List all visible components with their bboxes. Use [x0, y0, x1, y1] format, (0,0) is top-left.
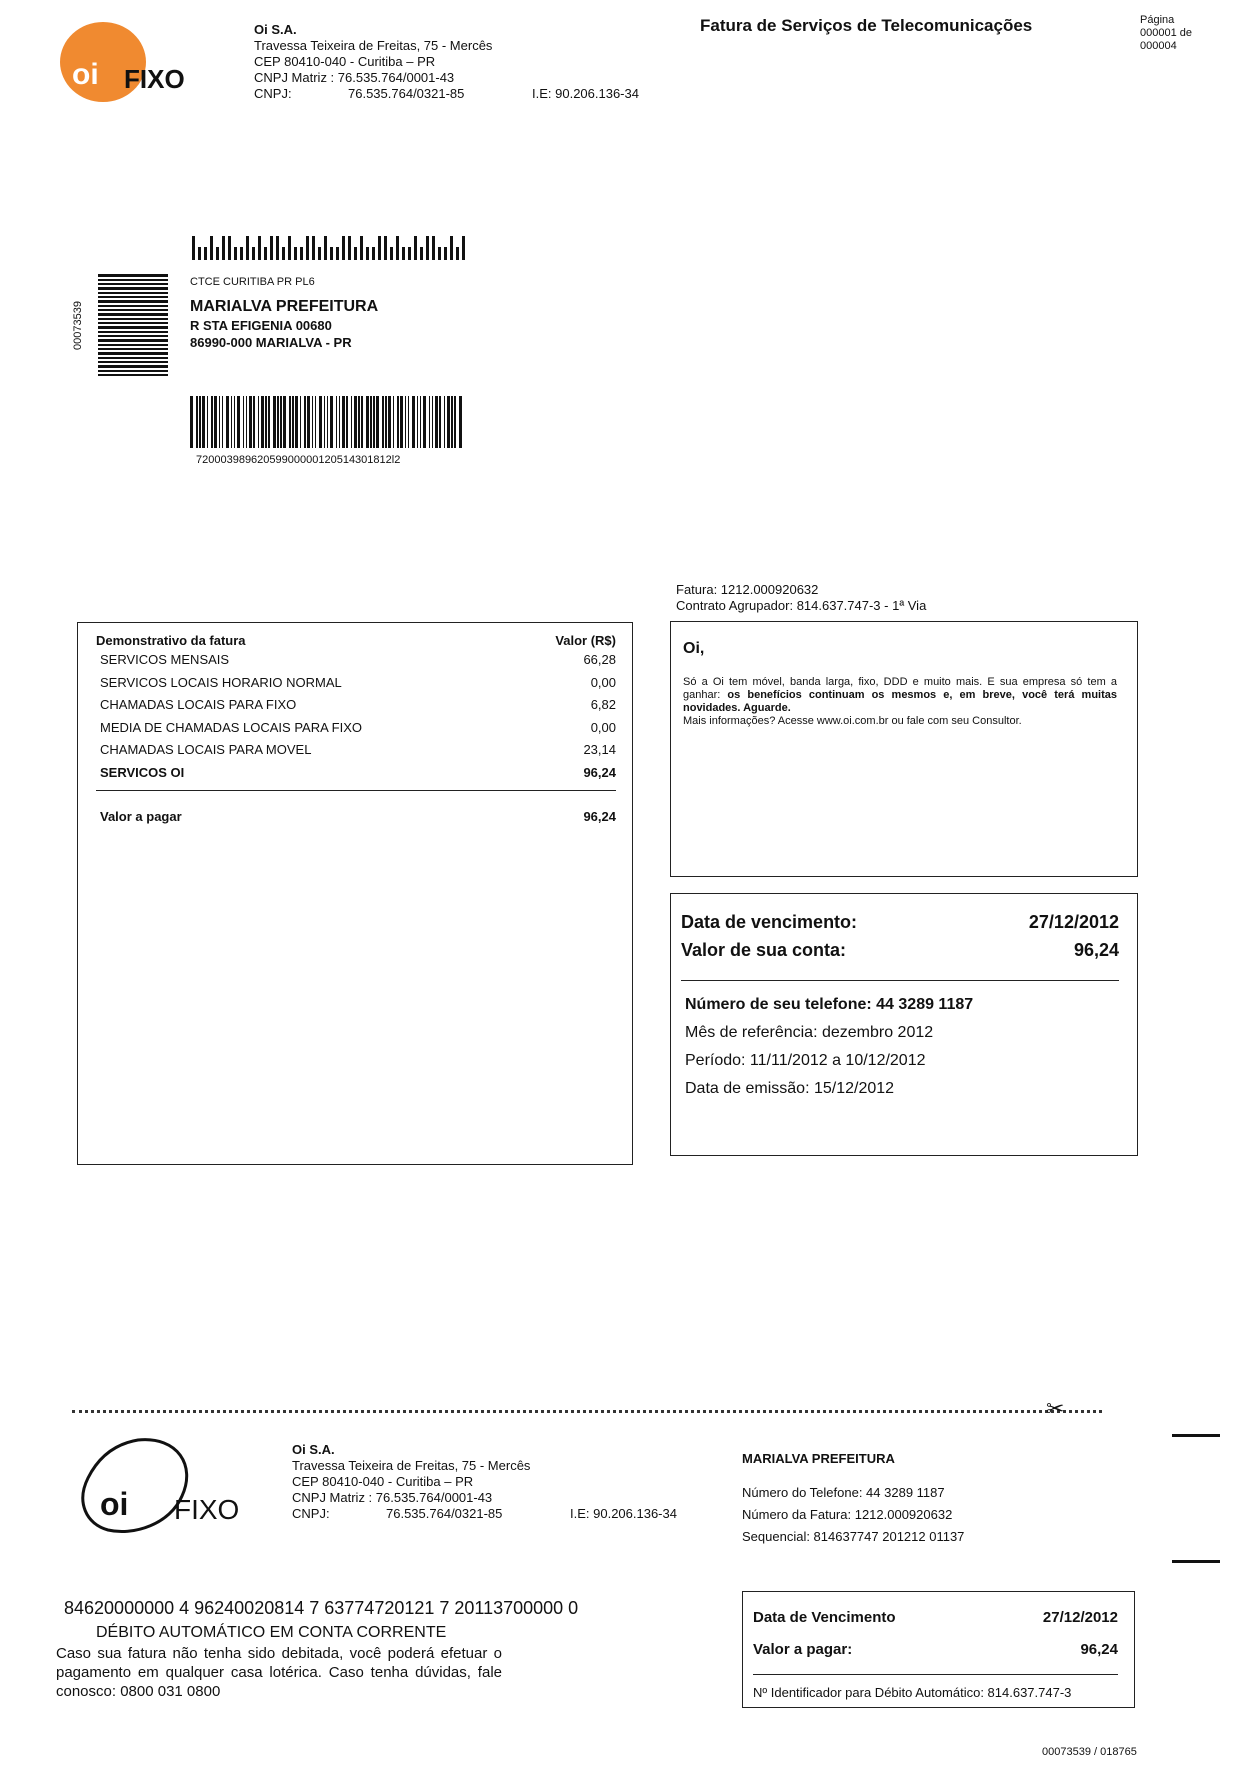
- barcode-bar: [346, 396, 348, 448]
- statement-row-value: 0,00: [590, 674, 616, 690]
- barcode-bar: [98, 331, 168, 333]
- company-cep: CEP 80410-040 - Curitiba – PR: [254, 54, 436, 69]
- barcode-bar: [190, 396, 193, 448]
- barcode-bar: [354, 247, 357, 260]
- barcode-bar: [211, 396, 213, 448]
- customer-city: 86990-000 MARIALVA - PR: [190, 335, 352, 350]
- barcode-bar: [388, 396, 391, 448]
- barcode-bar: [342, 396, 345, 448]
- cut-line: [72, 1410, 1102, 1413]
- message-greeting: Oi,: [683, 640, 705, 657]
- barcode-bar: [360, 236, 363, 260]
- message-box: [670, 621, 1138, 877]
- stub-customer: MARIALVA PREFEITURA: [742, 1451, 895, 1466]
- stub-company-info: [292, 1442, 677, 1522]
- barcode-bar: [370, 396, 372, 448]
- reference-month: Mês de referência: dezembro 2012: [685, 1024, 934, 1041]
- barcode-bar: [234, 396, 236, 448]
- barcode-bar: [393, 396, 395, 448]
- barcode-bar: [243, 396, 245, 448]
- barcode-bar: [222, 396, 224, 448]
- barcode-bar: [336, 396, 338, 448]
- margin-mark: [1172, 1434, 1220, 1437]
- barcode-bar: [366, 247, 369, 260]
- barcode-bar: [261, 396, 264, 448]
- barcode-bar: [98, 365, 168, 368]
- page-counter: [1140, 14, 1192, 53]
- barcode-bar: [216, 247, 219, 260]
- barcode-bar: [98, 344, 168, 346]
- barcode-bar: [264, 247, 267, 260]
- barcode-bar: [258, 396, 260, 448]
- barcode-bar: [444, 247, 447, 260]
- barcode-bar: [336, 247, 339, 260]
- stub-sequence: Sequencial: 814637747 201212 01137: [742, 1529, 965, 1544]
- barcode-bar: [330, 247, 333, 260]
- stub-due: [753, 1602, 1118, 1634]
- barcode-bar: [366, 396, 369, 448]
- barcode-bar: [198, 247, 201, 260]
- barcode-bar: [98, 361, 168, 363]
- barcode-bar: [98, 305, 168, 307]
- customer-name: MARIALVA PREFEITURA: [190, 298, 379, 315]
- barcode-bar: [98, 326, 168, 329]
- barcode-bar: [330, 396, 333, 448]
- barcode-bar: [438, 247, 441, 260]
- barcode-bar: [420, 396, 422, 448]
- barcode-bar: [312, 396, 314, 448]
- barcode-bar: [207, 396, 209, 448]
- barcode-bar: [432, 236, 435, 260]
- barcode-bar: [98, 370, 168, 372]
- barcode-bar: [214, 396, 217, 448]
- message-line1: Só a Oi tem móvel, banda larga, fixo, DDD e muito mais. E sua empresa só tem a ganhar:: [683, 676, 1117, 701]
- barcode-bar: [354, 396, 357, 448]
- stub-cnpj-label: CNPJ:: [292, 1506, 330, 1521]
- stub-company-address: Travessa Teixeira de Freitas, 75 - Mercês: [292, 1458, 531, 1473]
- message-body: [683, 676, 1117, 715]
- barcode-bar: [339, 396, 341, 448]
- barcode-bar: [414, 236, 417, 260]
- barcode-bar: [283, 396, 286, 448]
- barcode-bar: [390, 247, 393, 260]
- company-name: Oi S.A.: [254, 22, 297, 37]
- barcode-bar: [435, 396, 438, 448]
- barcode-bar: [234, 247, 237, 260]
- barcode-bar: [276, 236, 279, 260]
- payment-code-line: 84620000000 4 96240020814 7 63774720121 7 20113700000 0: [64, 1598, 579, 1618]
- barcode-bar: [312, 236, 315, 260]
- company-cnpj-label: CNPJ:: [254, 86, 292, 101]
- summary-due: [681, 908, 1119, 936]
- due-label: Data de vencimento:: [681, 912, 858, 932]
- statement-subtotal: [100, 762, 616, 785]
- barcode-bar: [459, 396, 462, 448]
- statement-row: [100, 717, 616, 740]
- phone-number: Número de seu telefone: 44 3289 1187: [685, 996, 974, 1013]
- debit-text: Caso sua fatura não tenha sido debitada, você poderá efetuar o pagamento em qualquer casa lotérica. Caso tenha dúvidas, fale conosco: 0800 031 0800: [56, 1645, 502, 1700]
- barcode-bar: [319, 396, 322, 448]
- barcode-bar: [351, 396, 353, 448]
- barcode-bar: [273, 396, 276, 448]
- barcode-bar: [327, 396, 329, 448]
- divider: [96, 790, 616, 791]
- barcode-bar: [295, 396, 298, 448]
- barcode-bar: [400, 396, 403, 448]
- barcode-bar: [258, 236, 261, 260]
- statement-row: [100, 672, 616, 695]
- side-code-text: 00073539: [72, 301, 84, 350]
- statement-row: [100, 739, 616, 762]
- barcode-bar: [228, 236, 231, 260]
- barcode-bar: [304, 396, 306, 448]
- barcode-bar: [196, 396, 198, 448]
- invoice-number: Fatura: 1212.000920632: [676, 582, 819, 597]
- barcode-bar: [288, 236, 291, 260]
- statement-row-label: SERVICOS LOCAIS HORARIO NORMAL: [100, 674, 342, 690]
- barcode-bar: [454, 396, 456, 448]
- statement-row-label: CHAMADAS LOCAIS PARA MOVEL: [100, 742, 312, 758]
- barcode-bar: [202, 396, 205, 448]
- barcode-bar: [98, 283, 168, 285]
- page-number: 000001 de: [1140, 27, 1192, 39]
- barcode-bar: [282, 247, 285, 260]
- barcode-bar: [237, 396, 240, 448]
- barcode-bar: [348, 236, 351, 260]
- barcode-bar: [358, 396, 360, 448]
- barcode-bar: [382, 396, 384, 448]
- stub-payment-box: [742, 1591, 1135, 1708]
- page-label: Página: [1140, 14, 1175, 26]
- stub-logo-oi: oi: [100, 1486, 129, 1522]
- barcode-bar: [342, 236, 345, 260]
- barcode-bar: [412, 396, 415, 448]
- barcode-bar: [98, 274, 168, 277]
- barcode-bar: [300, 247, 303, 260]
- customer-street: R STA EFIGENIA 00680: [190, 318, 332, 333]
- stub-customer-info: [742, 1448, 964, 1548]
- mail-route: CTCE CURITIBA PR PL6: [190, 276, 315, 288]
- statement-value-header: Valor (R$): [555, 633, 616, 648]
- company-cnpj-matriz: CNPJ Matriz : 76.535.764/0001-43: [254, 70, 455, 85]
- stub-invoice: Número da Fatura: 1212.000920632: [742, 1507, 953, 1522]
- barcode-bar: [307, 396, 310, 448]
- message-line2: Mais informações? Acesse www.oi.com.br ou fale com seu Consultor.: [683, 715, 1022, 727]
- barcode-bar: [439, 396, 441, 448]
- statement-row: [100, 694, 616, 717]
- stub-amount-label: Valor a pagar:: [753, 1641, 853, 1658]
- barcode-bar: [324, 236, 327, 260]
- barcode-bar: [420, 247, 423, 260]
- barcode-bar: [265, 396, 267, 448]
- company-cnpj-value: 76.535.764/0321-85: [348, 86, 465, 101]
- stub-company-cnpj-matriz: CNPJ Matriz : 76.535.764/0001-43: [292, 1490, 493, 1505]
- statement-row-value: 0,00: [590, 719, 616, 735]
- barcode-bar: [219, 396, 221, 448]
- stub-cnpj-value: 76.535.764/0321-85: [386, 1506, 503, 1521]
- barcode-bar: [429, 396, 431, 448]
- stub-due-label: Data de Vencimento: [753, 1609, 896, 1626]
- amount-label: Valor de sua conta:: [681, 940, 847, 960]
- barcode-bar: [98, 309, 168, 311]
- barcode-bar: [231, 396, 233, 448]
- statement-row-label: SERVICOS MENSAIS: [100, 652, 230, 668]
- barcode-bar: [222, 236, 225, 260]
- subtotal-value: 96,24: [583, 764, 616, 780]
- mail-barcode-number: 72000398962059900000120514301812l2: [196, 454, 401, 466]
- barcode-bar: [98, 292, 168, 294]
- barcode-bar: [204, 247, 207, 260]
- barcode-bar: [246, 236, 249, 260]
- stub-debit-id: Nº Identificador para Débito Automático: 814.637.747-3: [753, 1685, 1072, 1700]
- logo-oi-text: oi: [72, 58, 99, 91]
- barcode-bar: [268, 396, 270, 448]
- barcode-bar: [98, 348, 168, 350]
- stub-ie: I.E: 90.206.136-34: [570, 1506, 677, 1521]
- barcode-bar: [373, 396, 375, 448]
- barcode-bar: [246, 396, 248, 448]
- statement-row: [100, 649, 616, 672]
- barcode-bar: [98, 357, 168, 359]
- barcode-bar: [98, 322, 168, 324]
- barcode-bar: [98, 374, 168, 376]
- barcode-bar: [210, 236, 213, 260]
- barcode-bar: [447, 396, 450, 448]
- billing-period: Período: 11/11/2012 a 10/12/2012: [685, 1052, 926, 1069]
- barcode-bar: [397, 396, 399, 448]
- footer-code: 00073539 / 018765: [1042, 1746, 1137, 1758]
- barcode-bar: [372, 247, 375, 260]
- amount-value: 96,24: [1073, 940, 1119, 960]
- barcode-bar: [402, 247, 405, 260]
- side-code: [70, 290, 90, 350]
- barcode-bar: [396, 236, 399, 260]
- total-value: 96,24: [583, 809, 616, 824]
- barcode-bar: [315, 396, 317, 448]
- margin-mark: [1172, 1560, 1220, 1563]
- barcode-bar: [306, 236, 309, 260]
- barcode-bar: [300, 396, 302, 448]
- invoice-title: Fatura de Serviços de Telecomunicações: [700, 16, 1033, 35]
- statement-row-value: 66,28: [583, 652, 616, 668]
- summary-amount: [681, 936, 1119, 964]
- barcode-bar: [240, 247, 243, 260]
- barcode-bar: [426, 236, 429, 260]
- barcode-bar: [444, 396, 446, 448]
- barcode-bar: [450, 236, 453, 260]
- divider: [681, 980, 1119, 981]
- barcode-bar: [417, 396, 419, 448]
- statement-row-value: 6,82: [590, 697, 616, 713]
- barcode-bar: [98, 318, 168, 320]
- barcode-bar: [361, 396, 363, 448]
- barcode-bar: [98, 279, 168, 281]
- barcode-bar: [226, 396, 229, 448]
- stub-amount: [753, 1634, 1118, 1666]
- barcode-bar: [98, 352, 168, 355]
- barcode-bar: [408, 396, 410, 448]
- barcode-bar: [192, 236, 195, 260]
- statement-box: [77, 622, 633, 1165]
- barcode-bar: [280, 396, 282, 448]
- stub-company-cep: CEP 80410-040 - Curitiba – PR: [292, 1474, 474, 1489]
- statement-items: [96, 649, 616, 784]
- stub-phone: Número do Telefone: 44 3289 1187: [742, 1485, 945, 1500]
- barcode-bar: [98, 287, 168, 290]
- barcode-bar: [98, 296, 168, 298]
- barcode-bar: [294, 247, 297, 260]
- mail-barcode: [190, 396, 463, 448]
- barcode-bar: [98, 335, 168, 337]
- stacked-barcode: [98, 274, 168, 378]
- debit-title: DÉBITO AUTOMÁTICO EM CONTA CORRENTE: [96, 1624, 447, 1641]
- barcode-bar: [423, 396, 426, 448]
- company-info: [254, 22, 639, 102]
- barcode-bar: [408, 247, 411, 260]
- barcode-bar: [318, 247, 321, 260]
- barcode-bar: [432, 396, 434, 448]
- statement-row-label: MEDIA DE CHAMADAS LOCAIS PARA FIXO: [100, 719, 362, 735]
- barcode-bar: [249, 396, 252, 448]
- stub-company-name: Oi S.A.: [292, 1442, 335, 1457]
- issue-date: Data de emissão: 15/12/2012: [685, 1080, 895, 1097]
- barcode-bar: [384, 236, 387, 260]
- barcode-bar: [385, 396, 387, 448]
- barcode-bar: [405, 396, 407, 448]
- logo-fixo-text: FIXO: [124, 64, 185, 94]
- message-line1-bold: os benefícios continuam os mesmos e, em breve, você terá muitas novidades. Aguarde.: [683, 689, 1117, 714]
- oi-outline-icon: [78, 1436, 198, 1542]
- statement-header: [96, 633, 616, 649]
- barcode-bar: [292, 396, 294, 448]
- statement-total: [96, 809, 616, 825]
- subtotal-label: SERVICOS OI: [100, 764, 185, 780]
- barcode-bar: [270, 236, 273, 260]
- stub-logo-fixo: FIXO: [174, 1494, 240, 1525]
- barcode-bar: [451, 396, 453, 448]
- summary-box: [670, 893, 1138, 1156]
- barcode-bar: [324, 396, 326, 448]
- barcode-bar: [277, 396, 279, 448]
- stub-due-value: 27/12/2012: [1042, 1609, 1118, 1626]
- barcode-bar: [376, 396, 379, 448]
- due-value: 27/12/2012: [1028, 912, 1119, 932]
- barcode-bar: [378, 236, 381, 260]
- statement-title: Demonstrativo da fatura: [96, 633, 246, 648]
- barcode-bar: [462, 236, 465, 260]
- total-label: Valor a pagar: [100, 809, 182, 824]
- barcode-bar: [253, 396, 255, 448]
- barcode-bar: [252, 247, 255, 260]
- barcode-bar: [289, 396, 291, 448]
- company-address: Travessa Teixeira de Freitas, 75 - Mercês: [254, 38, 493, 53]
- postal-barcode: [192, 236, 468, 260]
- barcode-bar: [98, 313, 168, 316]
- company-ie: I.E: 90.206.136-34: [532, 86, 639, 101]
- invoice-info: [676, 582, 926, 614]
- contract-number: Contrato Agrupador: 814.637.747-3 - 1ª Via: [676, 598, 927, 613]
- stub-amount-value: 96,24: [1080, 1641, 1118, 1658]
- barcode-bar: [98, 339, 168, 342]
- divider: [753, 1674, 1118, 1675]
- scissors-icon: ✂: [1046, 1396, 1065, 1421]
- barcode-bar: [456, 247, 459, 260]
- statement-row-label: CHAMADAS LOCAIS PARA FIXO: [100, 697, 297, 713]
- barcode-bar: [199, 396, 201, 448]
- page-total: 000004: [1140, 40, 1177, 52]
- barcode-bar: [98, 300, 168, 303]
- statement-row-value: 23,14: [583, 742, 616, 758]
